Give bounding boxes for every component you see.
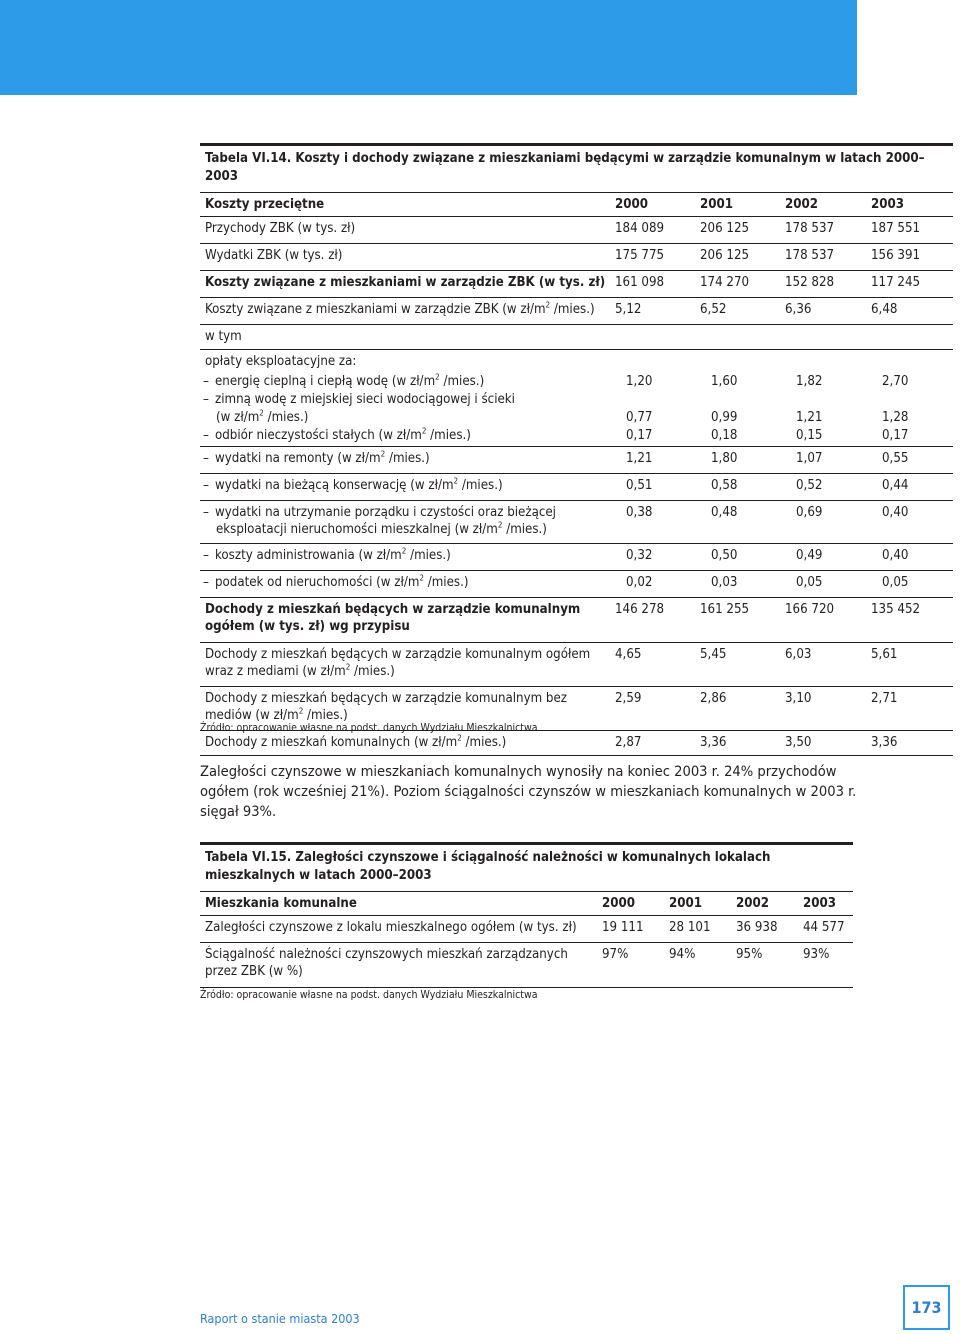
row-value: 95% — [736, 947, 763, 962]
header-year: 2003 — [871, 197, 905, 212]
table-row — [200, 297, 953, 324]
table-row — [200, 243, 953, 270]
row-label: Przychody ZBK (w tys. zł) — [205, 221, 356, 236]
row-value: 0,48 — [711, 505, 738, 520]
row-value: 5,45 — [700, 647, 727, 662]
row-label: – zimną wodę z miejskiej sieci wodociągowej i ścieki — [203, 392, 515, 407]
row-label: Wydatki ZBK (w tys. zł) — [205, 248, 343, 263]
table-rent-arrears — [200, 842, 853, 988]
dash-marker: – — [203, 428, 209, 443]
table-row — [200, 406, 953, 424]
row-label: – wydatki na bieżącą konserwację (w $zł/m^2$ /mies.) — [203, 476, 503, 493]
table-row — [200, 473, 953, 500]
table-header-row — [200, 891, 853, 915]
table-row — [200, 642, 953, 686]
row-value: 36 938 — [736, 920, 778, 935]
row-value: 0,18 — [711, 428, 738, 443]
row-value: 0,58 — [711, 478, 738, 493]
row-value: 5,12 — [615, 302, 642, 317]
row-value: 2,71 — [871, 691, 898, 706]
header-year: 2000 — [615, 197, 649, 212]
table-row — [200, 500, 953, 543]
header-year: 2002 — [785, 197, 819, 212]
row-value: 0,51 — [626, 478, 653, 493]
row-label: Koszty związane z mieszkaniami w zarządzie ZBK (w tys. zł) — [205, 275, 606, 290]
dash-marker: – — [203, 575, 209, 590]
row-value: 2,70 — [882, 374, 909, 389]
row-value: 117 245 — [871, 275, 921, 290]
row-value: 1,28 — [882, 410, 909, 425]
row-label: w tym — [205, 329, 242, 344]
row-value: 156 391 — [871, 248, 921, 263]
table-header-row — [200, 192, 953, 216]
row-value: 0,69 — [796, 505, 823, 520]
row-value: 3,10 — [785, 691, 812, 706]
header-color-band — [0, 0, 857, 95]
row-label: Dochody z mieszkań będących w zarządzie komunalnym bez mediów (w $zł/m^2$ /mies.) — [205, 691, 567, 723]
row-value: 0,17 — [882, 428, 909, 443]
table-row — [200, 424, 953, 446]
row-label: (w $zł/m^2$ /mies.) — [216, 408, 309, 425]
table-row — [200, 543, 953, 570]
row-label: – odbiór nieczystości stałych (w $zł/m^2$ /mies.) — [203, 426, 471, 443]
row-value: 174 270 — [700, 275, 750, 290]
row-value: 0,49 — [796, 548, 823, 563]
row-value: 0,02 — [626, 575, 653, 590]
row-value: 1,21 — [626, 451, 653, 466]
body-paragraph: Zaległości czynszowe w mieszkaniach komunalnych wynosiły na koniec 2003 r. 24% przychodów ogółem (rok wcześniej 21%). Poziom ściągalności czynszów w mieszkaniach komunalnych w 2003 r. sięgał 93%. — [200, 763, 857, 820]
row-value: 19 111 — [602, 920, 644, 935]
row-value: 3,36 — [700, 735, 727, 750]
row-value: 28 101 — [669, 920, 711, 935]
header-label: Mieszkania komunalne — [205, 896, 357, 911]
row-value: 2,86 — [700, 691, 727, 706]
row-value: 1,82 — [796, 374, 823, 389]
table-row — [200, 216, 953, 243]
table-row — [200, 324, 953, 349]
row-value: 0,40 — [882, 505, 909, 520]
table-row — [200, 446, 953, 473]
row-value: 1,21 — [796, 410, 823, 425]
table-row — [200, 942, 853, 988]
row-value: 94% — [669, 947, 696, 962]
dash-marker: – — [203, 392, 209, 407]
row-value: 152 828 — [785, 275, 835, 290]
row-value: 3,50 — [785, 735, 812, 750]
row-value: 44 577 — [803, 920, 845, 935]
row-value: 0,32 — [626, 548, 653, 563]
row-label: Dochody z mieszkań będących w zarządzie komunalnym ogółem wraz z mediami (w $zł/m^2$ /mies.) — [205, 647, 591, 679]
row-label: – energię cieplną i ciepłą wodę (w $zł/m^2$ /mies.) — [203, 372, 485, 389]
row-value: 206 125 — [700, 248, 750, 263]
header-year: 2003 — [803, 896, 837, 911]
table-row — [200, 370, 953, 388]
row-value: 6,48 — [871, 302, 898, 317]
table-row — [200, 915, 853, 942]
row-value: 6,36 — [785, 302, 812, 317]
row-value: 0,03 — [711, 575, 738, 590]
row-value: 161 098 — [615, 275, 665, 290]
header-year: 2001 — [700, 197, 734, 212]
row-value: 1,60 — [711, 374, 738, 389]
dash-marker: – — [203, 478, 209, 493]
row-value: 0,05 — [882, 575, 909, 590]
table1-source: Źródło: opracowanie własne na podst. danych Wydziału Mieszkalnictwa — [200, 722, 538, 734]
row-value: 1,20 — [626, 374, 653, 389]
row-value: 6,52 — [700, 302, 727, 317]
row-value: 178 537 — [785, 248, 835, 263]
row-value: 0,50 — [711, 548, 738, 563]
row-value: 3,36 — [871, 735, 898, 750]
row-value: 2,59 — [615, 691, 642, 706]
dash-marker: – — [203, 374, 209, 389]
row-value: 206 125 — [700, 221, 750, 236]
page-number: 173 — [903, 1285, 950, 1330]
row-value: 184 089 — [615, 221, 665, 236]
row-label: Zaległości czynszowe z lokalu mieszkalnego ogółem (w tys. zł) — [205, 920, 577, 935]
row-label: Ściągalność należności czynszowych mieszkań zarządzanych przez ZBK (w %) — [205, 947, 568, 979]
row-value: 0,52 — [796, 478, 823, 493]
row-value: 0,55 — [882, 451, 909, 466]
row-value: 6,03 — [785, 647, 812, 662]
row-label: opłaty eksploatacyjne za: — [205, 354, 357, 369]
table2-title: Tabela VI.15. Zaległości czynszowe i ściągalność należności w komunalnych lokalach mieszkalnych w latach 2000–2003 — [200, 842, 853, 891]
row-value: 93% — [803, 947, 830, 962]
header-year: 2002 — [736, 896, 770, 911]
table-row — [200, 597, 953, 642]
row-label: Dochody z mieszkań będących w zarządzie komunalnym ogółem (w tys. zł) wg przypisu — [205, 602, 581, 634]
table-costs-income — [200, 143, 953, 756]
row-label: Dochody z mieszkań komunalnych (w $zł/m^2$ /mies.) — [205, 733, 507, 750]
row-value: 0,40 — [882, 548, 909, 563]
table-row — [200, 570, 953, 597]
row-value: 1,07 — [796, 451, 823, 466]
dash-marker: – — [203, 548, 209, 563]
row-label: – podatek od nieruchomości (w $zł/m^2$ /mies.) — [203, 573, 469, 590]
row-value: 187 551 — [871, 221, 921, 236]
dash-marker: – — [203, 451, 209, 466]
row-value: 0,17 — [626, 428, 653, 443]
report-title: Raport o stanie miasta 2003 — [200, 1311, 360, 1326]
row-value: 166 720 — [785, 602, 835, 617]
table-row — [200, 270, 953, 297]
row-value: 0,77 — [626, 410, 653, 425]
table2-source: Źródło: opracowanie własne na podst. danych Wydziału Mieszkalnictwa — [200, 989, 538, 1001]
row-value: 161 255 — [700, 602, 750, 617]
row-value: 0,05 — [796, 575, 823, 590]
row-value: 0,44 — [882, 478, 909, 493]
header-label: Koszty przeciętne — [205, 197, 325, 212]
header-year: 2001 — [669, 896, 703, 911]
header-year: 2000 — [602, 896, 636, 911]
row-value: 4,65 — [615, 647, 642, 662]
table-row — [200, 388, 953, 406]
row-value: 178 537 — [785, 221, 835, 236]
row-value: 97% — [602, 947, 629, 962]
row-label: Koszty związane z mieszkaniami w zarządzie ZBK (w $zł/m^2$ /mies.) — [205, 300, 595, 317]
table-row — [200, 349, 953, 370]
row-label: – wydatki na utrzymanie porządku i czystości oraz bieżącej eksploatacji nieruchomości mieszkalnej (w $zł/m^2$ /mies.) — [203, 505, 556, 537]
row-value: 2,87 — [615, 735, 642, 750]
row-value: 5,61 — [871, 647, 898, 662]
row-value: 0,15 — [796, 428, 823, 443]
row-value: 0,38 — [626, 505, 653, 520]
row-value: 1,80 — [711, 451, 738, 466]
row-label: – koszty administrowania (w $zł/m^2$ /mies.) — [203, 546, 451, 563]
dash-marker: – — [203, 505, 209, 520]
row-value: 146 278 — [615, 602, 665, 617]
table1-title: Tabela VI.14. Koszty i dochody związane z mieszkaniami będącymi w zarządzie komunalnym w latach 2000–2003 — [200, 143, 953, 192]
row-value: 0,99 — [711, 410, 738, 425]
row-value: 135 452 — [871, 602, 921, 617]
row-value: 175 775 — [615, 248, 665, 263]
row-label: – wydatki na remonty (w $zł/m^2$ /mies.) — [203, 449, 430, 466]
